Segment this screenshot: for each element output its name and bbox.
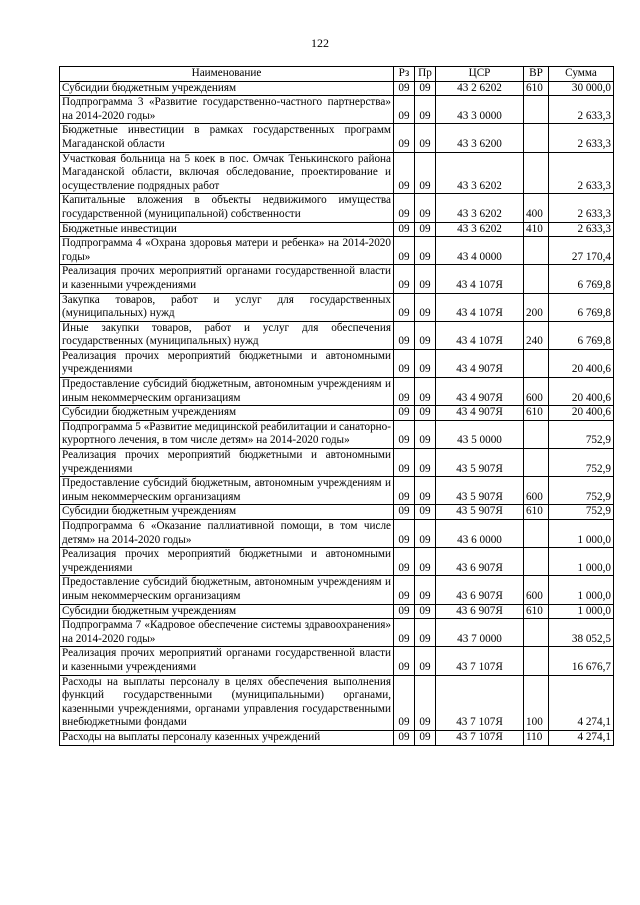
cell-vr xyxy=(524,449,549,477)
table-row xyxy=(60,265,614,293)
cell-pr: 09 xyxy=(415,505,436,520)
cell-name: Предоставление субсидий бюджетным, автономным учреждениям и иным некоммерческим организациям xyxy=(60,477,394,505)
cell-rz: 09 xyxy=(394,477,415,505)
table-row xyxy=(60,420,614,448)
cell-name: Субсидии бюджетным учреждениям xyxy=(60,505,394,520)
table-row xyxy=(60,647,614,675)
cell-csr: 43 5 0000 xyxy=(436,420,524,448)
cell-name: Субсидии бюджетным учреждениям xyxy=(60,604,394,619)
table-row xyxy=(60,96,614,124)
cell-csr: 43 6 907Я xyxy=(436,548,524,576)
cell-pr: 09 xyxy=(415,730,436,745)
cell-name: Капитальные вложения в объекты недвижимого имущества государственной (муниципальной) собственности xyxy=(60,194,394,222)
cell-csr: 43 4 907Я xyxy=(436,378,524,406)
cell-csr: 43 4 0000 xyxy=(436,237,524,265)
cell-vr xyxy=(524,237,549,265)
cell-csr: 43 4 107Я xyxy=(436,293,524,321)
cell-sum: 752,9 xyxy=(549,505,614,520)
table-row xyxy=(60,349,614,377)
table-row xyxy=(60,222,614,237)
cell-rz: 09 xyxy=(394,576,415,604)
cell-vr: 100 xyxy=(524,675,549,730)
cell-csr: 43 4 907Я xyxy=(436,349,524,377)
cell-pr: 09 xyxy=(415,675,436,730)
header-csr: ЦСР xyxy=(436,67,524,82)
cell-vr xyxy=(524,647,549,675)
cell-sum: 20 400,6 xyxy=(549,406,614,421)
cell-pr: 09 xyxy=(415,548,436,576)
cell-sum: 752,9 xyxy=(549,449,614,477)
cell-name: Закупка товаров, работ и услуг для государственных (муниципальных) нужд xyxy=(60,293,394,321)
cell-name: Подпрограмма 6 «Оказание паллиативной помощи, в том числе детям» на 2014-2020 годы» xyxy=(60,520,394,548)
cell-vr: 240 xyxy=(524,321,549,349)
table-row xyxy=(60,619,614,647)
cell-rz: 09 xyxy=(394,604,415,619)
cell-sum: 752,9 xyxy=(549,420,614,448)
cell-csr: 43 3 6202 xyxy=(436,152,524,194)
header-rz: Рз xyxy=(394,67,415,82)
table-row xyxy=(60,477,614,505)
cell-rz: 09 xyxy=(394,237,415,265)
cell-name: Расходы на выплаты персоналу казенных учреждений xyxy=(60,730,394,745)
page-number: 122 xyxy=(311,36,329,50)
cell-rz: 09 xyxy=(394,293,415,321)
header-sum: Сумма xyxy=(549,67,614,82)
header-name: Наименование xyxy=(60,67,394,82)
cell-pr: 09 xyxy=(415,449,436,477)
cell-vr xyxy=(524,124,549,152)
header-vr: ВР xyxy=(524,67,549,82)
cell-pr: 09 xyxy=(415,406,436,421)
table-row xyxy=(60,576,614,604)
cell-rz: 09 xyxy=(394,730,415,745)
cell-pr: 09 xyxy=(415,265,436,293)
cell-rz: 09 xyxy=(394,265,415,293)
table-row xyxy=(60,730,614,745)
cell-csr: 43 4 107Я xyxy=(436,321,524,349)
table-row xyxy=(60,548,614,576)
cell-sum: 27 170,4 xyxy=(549,237,614,265)
table-row xyxy=(60,237,614,265)
cell-vr xyxy=(524,152,549,194)
cell-csr: 43 6 0000 xyxy=(436,520,524,548)
cell-pr: 09 xyxy=(415,222,436,237)
cell-vr xyxy=(524,349,549,377)
cell-pr: 09 xyxy=(415,293,436,321)
cell-sum: 20 400,6 xyxy=(549,378,614,406)
cell-rz: 09 xyxy=(394,321,415,349)
cell-pr: 09 xyxy=(415,420,436,448)
cell-pr: 09 xyxy=(415,477,436,505)
table-row xyxy=(60,321,614,349)
table-row xyxy=(60,124,614,152)
cell-name: Подпрограмма 5 «Развитие медицинской реабилитации и санаторно-курортного лечения, в том числе детям» на 2014-2020 годы» xyxy=(60,420,394,448)
cell-rz: 09 xyxy=(394,406,415,421)
cell-pr: 09 xyxy=(415,152,436,194)
cell-vr: 610 xyxy=(524,604,549,619)
cell-rz: 09 xyxy=(394,505,415,520)
table-row xyxy=(60,449,614,477)
cell-name: Субсидии бюджетным учреждениям xyxy=(60,81,394,96)
cell-sum: 30 000,0 xyxy=(549,81,614,96)
cell-name: Расходы на выплаты персоналу в целях обеспечения выполнения функций государственными (муниципальными) органами, казенными учреждениями, органами управления государственными внебюджетными фондами xyxy=(60,675,394,730)
cell-name: Реализация прочих мероприятий бюджетными и автономными учреждениями xyxy=(60,548,394,576)
table-row xyxy=(60,675,614,730)
table-row xyxy=(60,406,614,421)
cell-csr: 43 2 6202 xyxy=(436,81,524,96)
cell-sum: 20 400,6 xyxy=(549,349,614,377)
cell-rz: 09 xyxy=(394,548,415,576)
cell-sum: 4 274,1 xyxy=(549,730,614,745)
cell-rz: 09 xyxy=(394,194,415,222)
cell-rz: 09 xyxy=(394,420,415,448)
cell-sum: 6 769,8 xyxy=(549,293,614,321)
cell-vr xyxy=(524,520,549,548)
table-row xyxy=(60,152,614,194)
cell-rz: 09 xyxy=(394,520,415,548)
cell-sum: 4 274,1 xyxy=(549,675,614,730)
cell-name: Бюджетные инвестиции xyxy=(60,222,394,237)
cell-csr: 43 4 107Я xyxy=(436,265,524,293)
cell-sum: 2 633,3 xyxy=(549,96,614,124)
cell-pr: 09 xyxy=(415,81,436,96)
cell-pr: 09 xyxy=(415,237,436,265)
cell-sum: 1 000,0 xyxy=(549,604,614,619)
cell-csr: 43 3 6202 xyxy=(436,222,524,237)
cell-sum: 2 633,3 xyxy=(549,124,614,152)
cell-name: Участковая больница на 5 коек в пос. Омчак Тенькинского района Магаданской области, включая обследование, проектирование и осуществление подрядных работ xyxy=(60,152,394,194)
cell-csr: 43 5 907Я xyxy=(436,505,524,520)
cell-rz: 09 xyxy=(394,619,415,647)
table-row xyxy=(60,293,614,321)
cell-pr: 09 xyxy=(415,349,436,377)
cell-name: Реализация прочих мероприятий бюджетными и автономными учреждениями xyxy=(60,449,394,477)
cell-vr xyxy=(524,265,549,293)
cell-csr: 43 6 907Я xyxy=(436,576,524,604)
cell-sum: 2 633,3 xyxy=(549,152,614,194)
cell-csr: 43 5 907Я xyxy=(436,449,524,477)
header-pr: Пр xyxy=(415,67,436,82)
cell-name: Подпрограмма 7 «Кадровое обеспечение системы здравоохранения» на 2014-2020 годы» xyxy=(60,619,394,647)
cell-vr: 600 xyxy=(524,576,549,604)
cell-vr xyxy=(524,619,549,647)
cell-pr: 09 xyxy=(415,520,436,548)
cell-name: Подпрограмма 3 «Развитие государственно-частного партнерства» на 2014-2020 годы» xyxy=(60,96,394,124)
cell-vr: 110 xyxy=(524,730,549,745)
cell-name: Предоставление субсидий бюджетным, автономным учреждениям и иным некоммерческим организациям xyxy=(60,378,394,406)
cell-sum: 16 676,7 xyxy=(549,647,614,675)
cell-name: Субсидии бюджетным учреждениям xyxy=(60,406,394,421)
cell-name: Бюджетные инвестиции в рамках государственных программ Магаданской области xyxy=(60,124,394,152)
cell-vr: 610 xyxy=(524,406,549,421)
cell-pr: 09 xyxy=(415,96,436,124)
cell-csr: 43 3 0000 xyxy=(436,96,524,124)
cell-rz: 09 xyxy=(394,378,415,406)
table-row xyxy=(60,378,614,406)
cell-name: Иные закупки товаров, работ и услуг для обеспечения государственных (муниципальных) нужд xyxy=(60,321,394,349)
table-header-row xyxy=(60,67,614,82)
cell-sum: 1 000,0 xyxy=(549,520,614,548)
cell-pr: 09 xyxy=(415,647,436,675)
cell-rz: 09 xyxy=(394,349,415,377)
cell-name: Предоставление субсидий бюджетным, автономным учреждениям и иным некоммерческим организациям xyxy=(60,576,394,604)
cell-vr: 610 xyxy=(524,505,549,520)
cell-vr xyxy=(524,548,549,576)
cell-rz: 09 xyxy=(394,675,415,730)
cell-sum: 1 000,0 xyxy=(549,576,614,604)
cell-csr: 43 6 907Я xyxy=(436,604,524,619)
cell-csr: 43 7 107Я xyxy=(436,647,524,675)
table-row xyxy=(60,505,614,520)
cell-sum: 752,9 xyxy=(549,477,614,505)
cell-vr: 600 xyxy=(524,477,549,505)
cell-name: Реализация прочих мероприятий бюджетными и автономными учреждениями xyxy=(60,349,394,377)
cell-sum: 38 052,5 xyxy=(549,619,614,647)
cell-rz: 09 xyxy=(394,449,415,477)
cell-csr: 43 7 107Я xyxy=(436,730,524,745)
cell-csr: 43 3 6200 xyxy=(436,124,524,152)
cell-vr: 610 xyxy=(524,81,549,96)
cell-pr: 09 xyxy=(415,619,436,647)
cell-pr: 09 xyxy=(415,124,436,152)
cell-rz: 09 xyxy=(394,647,415,675)
cell-csr: 43 4 907Я xyxy=(436,406,524,421)
table-row xyxy=(60,194,614,222)
cell-name: Реализация прочих мероприятий органами государственной власти и казенными учреждениями xyxy=(60,265,394,293)
budget-table xyxy=(59,66,614,746)
cell-name: Реализация прочих мероприятий органами государственной власти и казенными учреждениями xyxy=(60,647,394,675)
cell-rz: 09 xyxy=(394,152,415,194)
cell-vr xyxy=(524,420,549,448)
table-row xyxy=(60,520,614,548)
cell-pr: 09 xyxy=(415,604,436,619)
cell-sum: 2 633,3 xyxy=(549,222,614,237)
cell-rz: 09 xyxy=(394,81,415,96)
cell-sum: 2 633,3 xyxy=(549,194,614,222)
table-row xyxy=(60,81,614,96)
cell-vr xyxy=(524,96,549,124)
cell-rz: 09 xyxy=(394,96,415,124)
cell-sum: 6 769,8 xyxy=(549,321,614,349)
cell-rz: 09 xyxy=(394,124,415,152)
cell-csr: 43 3 6202 xyxy=(436,194,524,222)
cell-csr: 43 5 907Я xyxy=(436,477,524,505)
cell-csr: 43 7 107Я xyxy=(436,675,524,730)
cell-sum: 6 769,8 xyxy=(549,265,614,293)
cell-vr: 410 xyxy=(524,222,549,237)
cell-rz: 09 xyxy=(394,222,415,237)
cell-vr: 200 xyxy=(524,293,549,321)
cell-sum: 1 000,0 xyxy=(549,548,614,576)
cell-pr: 09 xyxy=(415,321,436,349)
cell-vr: 400 xyxy=(524,194,549,222)
cell-name: Подпрограмма 4 «Охрана здоровья матери и ребенка» на 2014-2020 годы» xyxy=(60,237,394,265)
cell-pr: 09 xyxy=(415,194,436,222)
table-row xyxy=(60,604,614,619)
cell-pr: 09 xyxy=(415,576,436,604)
cell-pr: 09 xyxy=(415,378,436,406)
cell-csr: 43 7 0000 xyxy=(436,619,524,647)
cell-vr: 600 xyxy=(524,378,549,406)
